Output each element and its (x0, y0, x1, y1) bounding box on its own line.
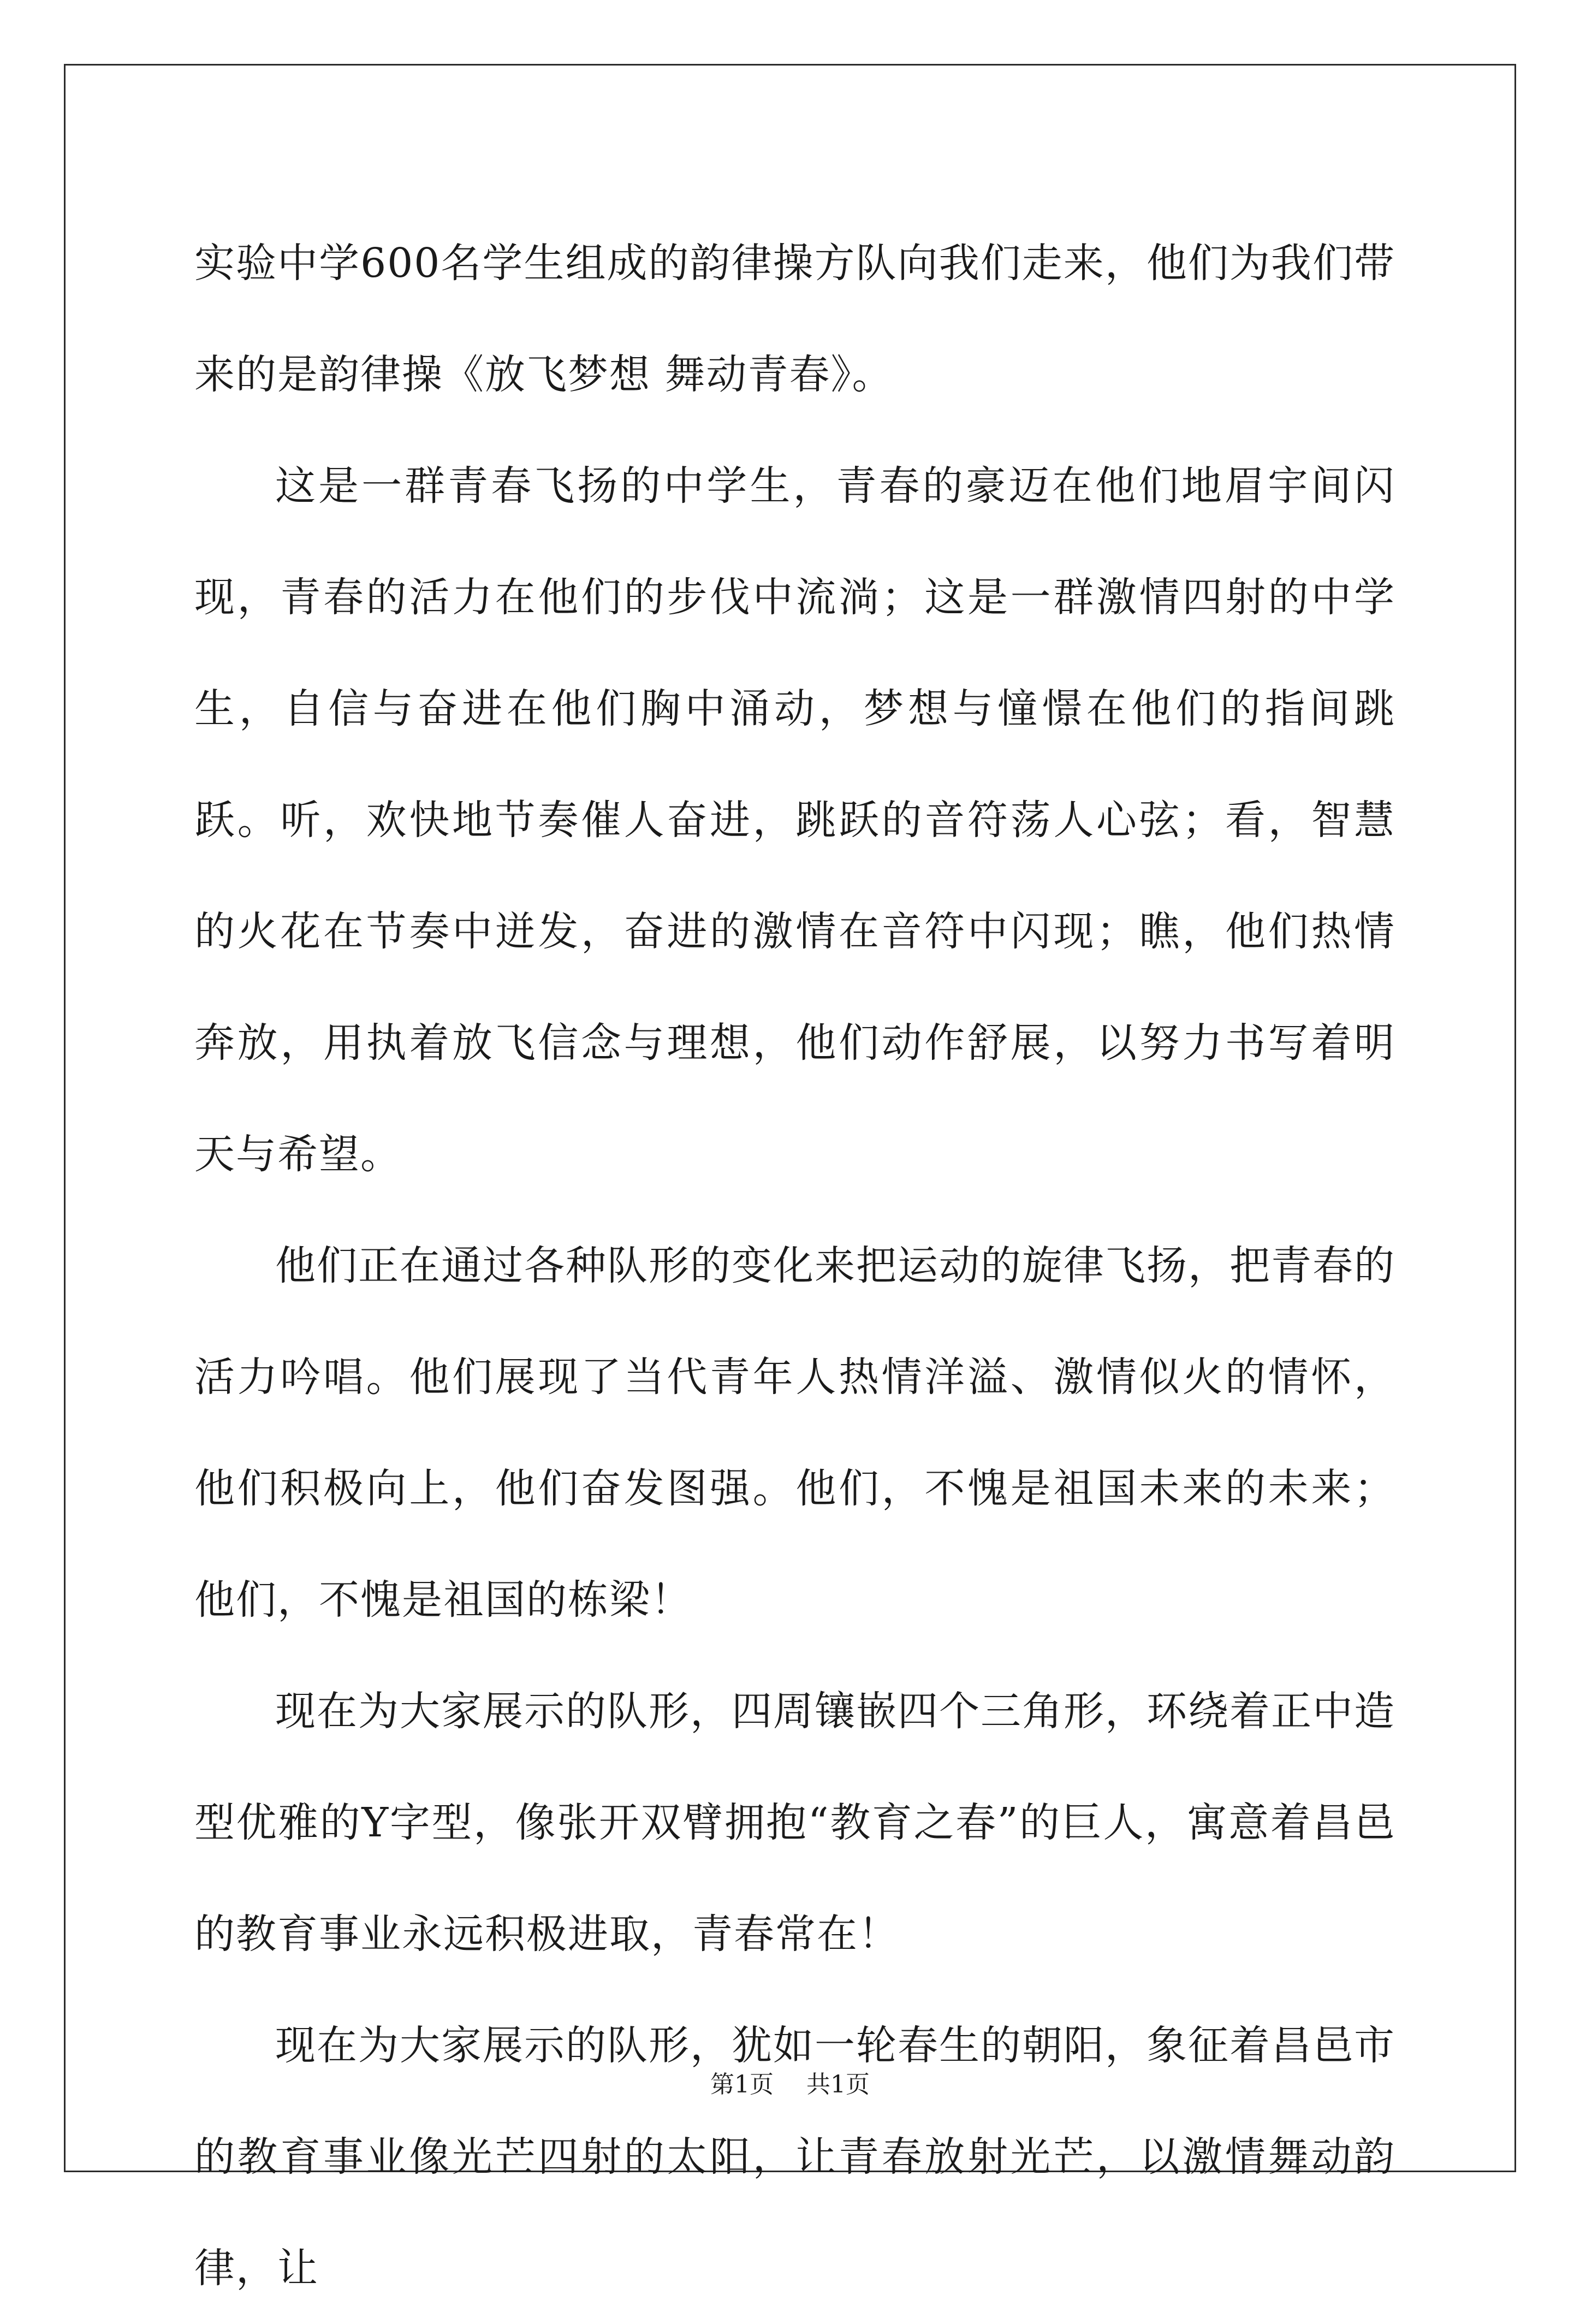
paragraph-3: 他们正在通过各种队形的变化来把运动的旋律飞扬，把青春的活力吟唱。他们展现了当代青年人热情洋溢、激情似火的情怀，他们积极向上，他们奋发图强。他们，不愧是祖国未来的未来；他们，不愧是祖国的栋梁！ (194, 1242, 1395, 1623)
paragraph-4: 现在为大家展示的队形，四周镶嵌四个三角形，环绕着正中造型优雅的Y字型，像张开双臂拥抱“教育之春”的巨人，寓意着昌邑的教育事业永远积极进取，青春常在！ (194, 1688, 1395, 1958)
document-body (194, 208, 1395, 2324)
paragraph-2: 这是一群青春飞扬的中学生，青春的豪迈在他们地眉宇间闪现，青春的活力在他们的步伐中流淌；这是一群激情四射的中学生，自信与奋进在他们胸中涌动，梦想与憧憬在他们的指间跳跃。听，欢快地节奏催人奋进，跳跃的音符荡人心弦；看，智慧的火花在节奏中迸发，奋进的激情在音符中闪现；瞧，他们热情奔放，用执着放飞信念与理想，他们动作舒展，以努力书写着明天与希望。 (194, 463, 1395, 1178)
page-number: 第1页 (710, 2071, 774, 2098)
paragraph-5: 现在为大家展示的队形，犹如一轮春生的朝阳，象征着昌邑市的教育事业像光芒四射的太阳，让青春放射光芒，以激情舞动韵律，让 (194, 2022, 1395, 2292)
page-footer (0, 2068, 1580, 2101)
page-total: 共1页 (806, 2071, 870, 2098)
paragraph-1: 实验中学600名学生组成的韵律操方队向我们走来，他们为我们带来的是韵律操《放飞梦想 舞动青春》。 (194, 240, 1395, 398)
